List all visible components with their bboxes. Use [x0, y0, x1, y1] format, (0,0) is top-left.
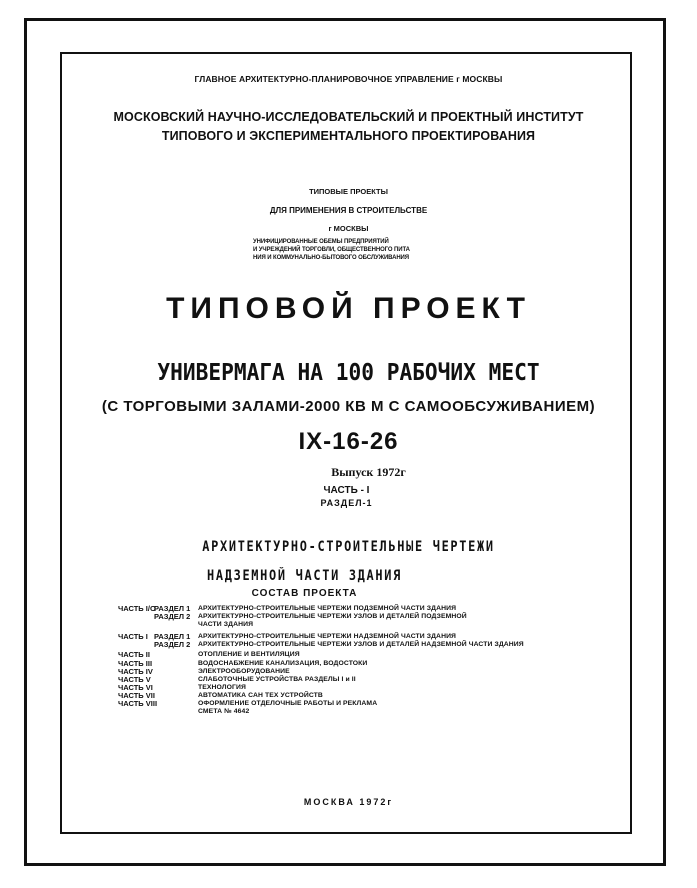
composition-part: ЧАСТЬ V	[118, 675, 151, 684]
purpose-line1: УНИФИЦИРОВАННЫЕ ОБЕМЫ ПРЕДПРИЯТИЙ	[253, 239, 389, 245]
drawings-title-line1: АРХИТЕКТУРНО-СТРОИТЕЛЬНЫЕ ЧЕРТЕЖИ	[202, 539, 495, 555]
document-title: ТИПОВОЙ ПРОЕКТ	[166, 292, 531, 325]
composition-description: ВОДОСНАБЖЕНИЕ КАНАЛИЗАЦИЯ, ВОДОСТОКИ	[198, 660, 368, 667]
drawings-title-line2: НАДЗЕМНОЙ ЧАСТИ ЗДАНИЯ	[206, 568, 403, 584]
composition-description: АРХИТЕКТУРНО-СТРОИТЕЛЬНЫЕ ЧЕРТЕЖИ УЗЛОВ И ДЕТАЛЕЙ НАДЗЕМНОЙ ЧАСТИ ЗДАНИЯ	[198, 641, 524, 648]
issue-year: Выпуск 1972г	[331, 465, 406, 479]
object-title: УНИВЕРМАГА НА 100 РАБОЧИХ МЕСТ	[157, 360, 540, 386]
typical-projects-label: ТИПОВЫЕ ПРОЕКТЫ	[309, 187, 388, 196]
composition-description: АРХИТЕКТУРНО-СТРОИТЕЛЬНЫЕ ЧЕРТЕЖИ НАДЗЕМНОЙ ЧАСТИ ЗДАНИЯ	[198, 633, 457, 640]
composition-description: АРХИТЕКТУРНО-СТРОИТЕЛЬНЫЕ ЧЕРТЕЖИ ПОДЗЕМНОЙ ЧАСТИ ЗДАНИЯ	[198, 605, 457, 612]
composition-part: ЧАСТЬ I/О	[118, 604, 156, 613]
project-code: IX-16-26	[298, 428, 399, 455]
composition-section: РАЗДЕЛ 1	[154, 604, 191, 613]
purpose-line3: НИЯ И КОММУНАЛЬНО-БЫТОВОГО ОБСЛУЖИВАНИЯ	[253, 255, 409, 261]
composition-description: АВТОМАТИКА САН ТЕХ УСТРОЙСТВ	[198, 692, 323, 699]
composition-section: РАЗДЕЛ 1	[154, 632, 191, 641]
composition-description: ЭЛЕКТРООБОРУДОВАНИЕ	[198, 668, 290, 675]
city-year: МОСКВА 1972г	[303, 797, 394, 807]
composition-part: ЧАСТЬ IV	[118, 667, 153, 676]
composition-description: ОФОРМЛЕНИЕ ОТДЕЛОЧНЫЕ РАБОТЫ И РЕКЛАМА	[198, 700, 378, 707]
composition-description: АРХИТЕКТУРНО-СТРОИТЕЛЬНЫЕ ЧЕРТЕЖИ УЗЛОВ И ДЕТАЛЕЙ ПОДЗЕМНОЙ	[198, 613, 467, 620]
institute-name-line1: МОСКОВСКИЙ НАУЧНО-ИССЛЕДОВАТЕЛЬСКИЙ И ПРОЕКТНЫЙ ИНСТИТУТ	[113, 110, 584, 124]
composition-title: СОСТАВ ПРОЕКТА	[251, 588, 358, 599]
object-subtitle: (С ТОРГОВЫМИ ЗАЛАМИ-2000 КВ М С САМООБСУЖИВАНИЕМ)	[101, 398, 596, 415]
composition-section: РАЗДЕЛ 2	[154, 640, 191, 649]
composition-part: ЧАСТЬ VII	[118, 691, 155, 700]
composition-description: ЧАСТИ ЗДАНИЯ	[198, 621, 254, 628]
composition-part: ЧАСТЬ VIII	[118, 699, 158, 708]
composition-part: ЧАСТЬ I	[118, 632, 148, 641]
composition-description: СЛАБОТОЧНЫЕ УСТРОЙСТВА РАЗДЕЛЫ I и II	[198, 676, 356, 683]
part-label: ЧАСТЬ - I	[323, 485, 370, 496]
section-label: РАЗДЕЛ-1	[320, 498, 373, 508]
composition-description: ТЕХНОЛОГИЯ	[198, 684, 246, 691]
city-label: г МОСКВЫ	[328, 224, 369, 233]
application-label: ДЛЯ ПРИМЕНЕНИЯ В СТРОИТЕЛЬСТВЕ	[269, 206, 428, 215]
composition-section: РАЗДЕЛ 2	[154, 612, 191, 621]
composition-description: СМЕТА № 4642	[198, 708, 250, 715]
composition-part: ЧАСТЬ VI	[118, 683, 153, 692]
ministry-name: ГЛАВНОЕ АРХИТЕКТУРНО-ПЛАНИРОВОЧНОЕ УПРАВЛЕНИЕ г МОСКВЫ	[194, 74, 503, 84]
composition-description: ОТОПЛЕНИЕ И ВЕНТИЛЯЦИЯ	[198, 651, 300, 658]
composition-part: ЧАСТЬ II	[118, 650, 150, 659]
institute-name-line2: ТИПОВОГО И ЭКСПЕРИМЕНТАЛЬНОГО ПРОЕКТИРОВАНИЯ	[161, 129, 536, 143]
composition-part: ЧАСТЬ III	[118, 659, 153, 668]
purpose-line2: И УЧРЕЖДЕНИЙ ТОРГОВЛИ, ОБЩЕСТВЕННОГО ПИТА	[253, 247, 410, 253]
